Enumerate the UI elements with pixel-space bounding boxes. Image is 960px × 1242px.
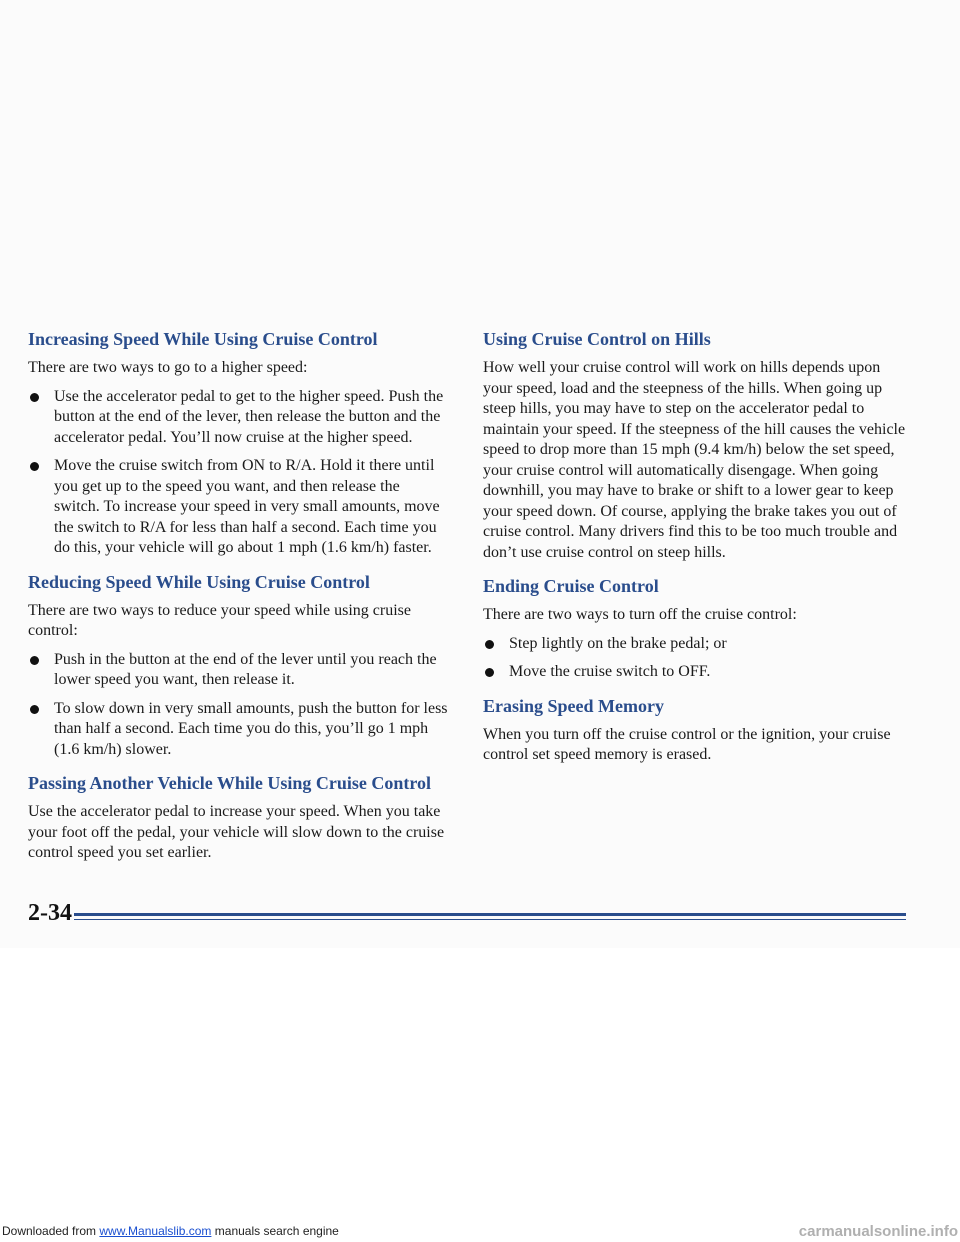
list-item-text: Move the cruise switch to OFF. xyxy=(509,663,711,680)
section-intro: There are two ways to reduce your speed while using cruise control: xyxy=(28,601,411,639)
section-body: Use the accelerator pedal to increase your speed. When you take your foot off the pedal, your vehicle will slow down to the cruise control speed you set earlier. xyxy=(28,803,445,861)
section-passing-vehicle xyxy=(28,772,448,864)
list-item-text: Step lightly on the brake pedal; or xyxy=(509,634,727,652)
manualslib-link[interactable]: www.Manualslib.com xyxy=(99,1224,212,1238)
section-cruise-on-hills xyxy=(483,328,913,563)
list-item xyxy=(28,456,448,559)
list-item xyxy=(483,634,913,655)
bullet-icon xyxy=(485,668,494,677)
section-erasing-memory xyxy=(483,695,913,766)
bullet-list xyxy=(28,650,448,761)
page-number: 2-34 xyxy=(28,900,72,926)
page-footer xyxy=(28,900,906,930)
footer-rule xyxy=(74,913,906,916)
section-intro: There are two ways to turn off the cruise control: xyxy=(483,606,797,623)
left-column xyxy=(28,328,448,876)
list-item xyxy=(28,387,448,449)
bullet-icon xyxy=(30,462,39,471)
section-heading: Using Cruise Control on Hills xyxy=(483,329,711,349)
list-item xyxy=(483,662,913,683)
site-watermark: carmanualsonline.info xyxy=(798,1223,958,1240)
section-body: How well your cruise control will work on hills depends upon your speed, load and the steepness of the hills. When going up steep hills, you may have to step on the accelerator pedal to maintain your speed. If the steepness of the hill causes the vehicle speed to drop more than 15 mph (9.4 km/h) below the set speed, your cruise control will automatically disengage. When going downhill, you may have to brake or shift to a lower gear to keep your speed down. Of course, applying the brake takes you out of cruise control. Many drivers find this to be too much trouble and don’t use cruise control on steep hills. xyxy=(483,359,906,561)
list-item-text: Use the accelerator pedal to get to the higher speed. Push the button at the end of the lever, then release the button and the accelerator pedal. You’ll now cruise at the higher speed. xyxy=(54,387,444,446)
bullet-icon xyxy=(485,640,494,649)
section-heading: Increasing Speed While Using Cruise Control xyxy=(28,329,378,349)
bullet-list xyxy=(483,634,913,683)
section-ending-cruise xyxy=(483,575,913,683)
list-item xyxy=(28,650,448,691)
section-heading: Reducing Speed While Using Cruise Control xyxy=(28,571,370,592)
list-item-text: Move the cruise switch from ON to R/A. Hold it there until you get up to the speed you want, and then release the switch. To increase your speed in very small amounts, move the switch to R/A for less than half a second. Each time you do this, your vehicle will go about 1 mph (1.6 km/h) faster. xyxy=(54,457,440,556)
right-column xyxy=(483,328,913,778)
section-intro: There are two ways to go to a higher speed: xyxy=(28,359,308,376)
list-item xyxy=(28,699,448,761)
watermark-suffix: manuals search engine xyxy=(211,1224,339,1238)
section-heading: Passing Another Vehicle While Using Cruise Control xyxy=(28,773,432,793)
footer-rule-thin xyxy=(74,919,906,920)
section-reducing-speed xyxy=(28,571,448,761)
section-body: When you turn off the cruise control or the ignition, your cruise control set speed memory is erased. xyxy=(483,725,891,763)
section-heading: Ending Cruise Control xyxy=(483,576,659,596)
list-item-text: To slow down in very small amounts, push the button for less than half a second. Each time you do this, you’ll go 1 mph (1.6 km/h) slower. xyxy=(54,699,448,758)
bullet-icon xyxy=(30,705,39,714)
section-increasing-speed xyxy=(28,328,448,559)
list-item-text: Push in the button at the end of the lever until you reach the lower speed you want, then release it. xyxy=(54,650,437,688)
bullet-list xyxy=(28,387,448,559)
bullet-icon xyxy=(30,656,39,665)
watermark-prefix: Downloaded from xyxy=(2,1224,100,1238)
bullet-icon xyxy=(30,393,39,402)
section-heading: Erasing Speed Memory xyxy=(483,695,664,716)
